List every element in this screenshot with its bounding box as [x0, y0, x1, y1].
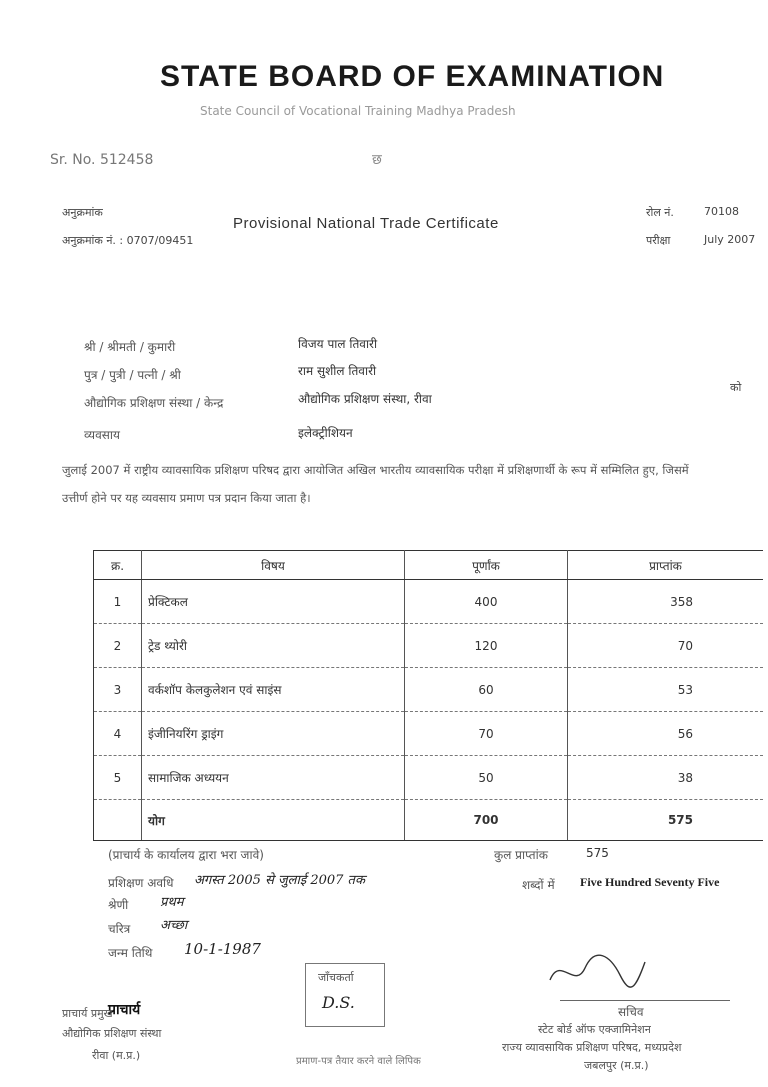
secretary-signature: [540, 950, 650, 995]
row-sno: 3: [94, 668, 142, 712]
relation-label: पुत्र / पुत्री / पत्नी / श्री: [84, 368, 181, 382]
row-max: 70: [405, 712, 568, 756]
header-max-marks: पूर्णांक: [405, 551, 568, 580]
row-max: 400: [405, 580, 568, 624]
table-row: [94, 668, 764, 712]
conduct-value: अच्छा: [160, 918, 188, 933]
marks-table: [93, 550, 763, 841]
top-mark: छ: [372, 152, 382, 168]
prepared-by-label: प्रमाण-पत्र तैयार करने वाले लिपिक: [296, 1056, 421, 1067]
board-title: STATE BOARD OF EXAMINATION: [160, 60, 665, 93]
checker-initials: D.S.: [322, 993, 355, 1012]
total-label: योग: [142, 800, 405, 841]
header-obtained-marks: प्राप्तांक: [568, 551, 764, 580]
dob-value: 10-1-1987: [184, 940, 261, 958]
total-empty-cell: [94, 800, 142, 841]
roll-value: 70108: [704, 205, 739, 218]
header-subject: विषय: [142, 551, 405, 580]
row-sno: 2: [94, 624, 142, 668]
total-obtained-value: 575: [586, 846, 609, 860]
name-value: विजय पाल तिवारी: [298, 337, 378, 351]
principal-place: रीवा (म.प्र.): [92, 1049, 141, 1062]
row-subject: सामाजिक अध्ययन: [142, 756, 405, 800]
row-max: 50: [405, 756, 568, 800]
table-row: [94, 624, 764, 668]
row-subject: ट्रेड थ्योरी: [142, 624, 405, 668]
principal-institute: औद्योगिक प्रशिक्षण संस्था: [62, 1027, 162, 1040]
trade-label: व्यवसाय: [84, 428, 120, 442]
board-subtitle: State Council of Vocational Training Madhya Pradesh: [200, 104, 516, 118]
serial-number: Sr. No. 512458: [50, 152, 154, 168]
secretary-line-1: स्टेट बोर्ड ऑफ एक्जामिनेशन: [538, 1023, 651, 1036]
row-obtained: 358: [568, 580, 764, 624]
total-obtained-label: कुल प्राप्तांक: [494, 848, 548, 862]
table-row: [94, 712, 764, 756]
trade-value: इलेक्ट्रीशियन: [298, 426, 353, 440]
conduct-label: चरित्र: [108, 922, 131, 936]
total-max: 700: [405, 800, 568, 841]
in-words-label: शब्दों में: [522, 878, 555, 892]
row-subject: वर्कशॉप केलकुलेशन एवं साइंस: [142, 668, 405, 712]
row-subject: इंजीनियरिंग ड्राइंग: [142, 712, 405, 756]
row-sno: 5: [94, 756, 142, 800]
row-max: 120: [405, 624, 568, 668]
secretary-line-3: जबलपुर (म.प्र.): [584, 1059, 649, 1072]
principal-designation: प्राचार्य प्रमुख: [62, 1007, 113, 1020]
in-words-value: Five Hundred Seventy Five: [580, 875, 720, 889]
institute-label: औद्योगिक प्रशिक्षण संस्था / केन्द्र: [84, 396, 224, 410]
secretary-label: सचिव: [618, 1005, 644, 1019]
division-value: प्रथम: [160, 895, 184, 910]
training-period-label: प्रशिक्षण अवधि: [108, 876, 174, 890]
side-mark: को: [730, 381, 742, 394]
row-obtained: 56: [568, 712, 764, 756]
enrollment-number: अनुक्रमांक नं. : 0707/09451: [62, 234, 194, 247]
table-total-row: [94, 800, 764, 841]
training-period-value: अगस्त 2005 से जुलाई 2007 तक: [194, 873, 365, 888]
secretary-line-2: राज्य व्यावसायिक प्रशिक्षण परिषद, मध्यप्रदेश: [502, 1041, 682, 1054]
table-row: [94, 756, 764, 800]
name-label: श्री / श्रीमती / कुमारी: [84, 340, 176, 354]
row-obtained: 53: [568, 668, 764, 712]
exam-label: परीक्षा: [646, 234, 671, 247]
institute-value: औद्योगिक प्रशिक्षण संस्था, रीवा: [298, 392, 432, 406]
row-sno: 1: [94, 580, 142, 624]
principal-signature: प्राचार्य: [108, 1002, 141, 1018]
enrollment-label: अनुक्रमांक: [62, 206, 103, 219]
roll-label: रोल नं.: [646, 206, 674, 219]
checker-stamp-label: जाँचकर्ता: [318, 971, 354, 984]
relation-value: राम सुशील तिवारी: [298, 364, 377, 378]
row-obtained: 70: [568, 624, 764, 668]
table-row: [94, 580, 764, 624]
row-max: 60: [405, 668, 568, 712]
office-note: (प्राचार्य के कार्यालय द्वारा भरा जावे): [108, 848, 264, 862]
header-sno: क्र.: [94, 551, 142, 580]
dob-label: जन्म तिथि: [108, 946, 153, 960]
total-obtained: 575: [568, 800, 764, 841]
row-obtained: 38: [568, 756, 764, 800]
signature-line: [560, 1000, 730, 1001]
exam-value: July 2007: [704, 233, 756, 246]
certificate-statement: जुलाई 2007 में राष्ट्रीय व्यावसायिक प्रशिक्षण परिषद द्वारा आयोजित अखिल भारतीय व्यावसायिक परीक्षा में प्रशिक्षणार्थी के रूप में सम्मिलित हुए, जिसमें उत्तीर्ण होने पर यह व्यवसाय प्रमाण पत्र प्रदान किया जाता है।: [62, 463, 689, 505]
row-sno: 4: [94, 712, 142, 756]
certificate-title: Provisional National Trade Certificate: [233, 215, 499, 232]
marks-table-header: [94, 551, 764, 580]
row-subject: प्रेक्टिकल: [142, 580, 405, 624]
division-label: श्रेणी: [108, 898, 129, 912]
